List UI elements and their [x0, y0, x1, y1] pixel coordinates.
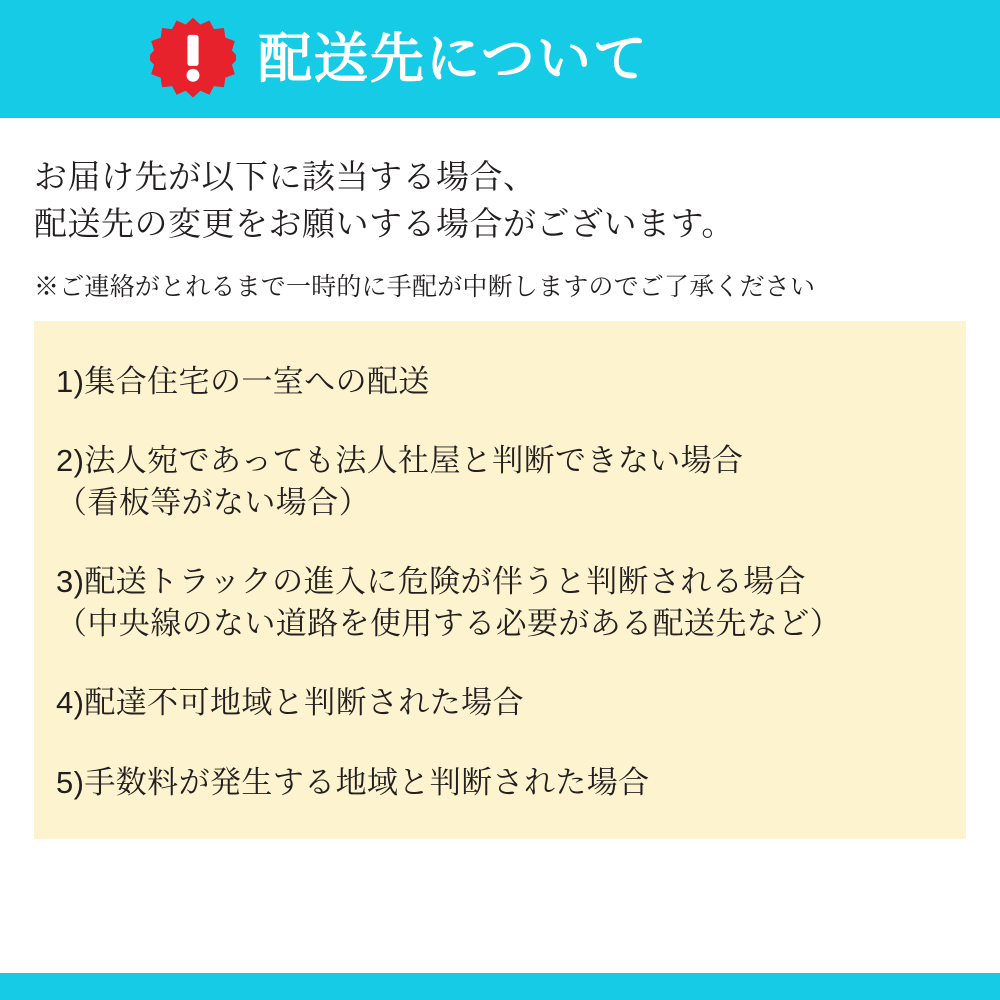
note-text: ※ご連絡がとれるまで一時的に手配が中断しますのでご了承ください	[34, 272, 816, 301]
lead-text	[34, 154, 966, 248]
exclamation-burst-icon	[150, 16, 236, 102]
list-item-line: （看板等がない場合）	[56, 484, 370, 520]
lead-line-1: お届け先が以下に該当する場合、	[34, 158, 537, 195]
content-card	[0, 118, 1000, 973]
lead-line-2: 配送先の変更をお願いする場合がございます。	[34, 204, 735, 242]
list-item	[56, 682, 944, 724]
list-item-line: 5)手数料が発生する地域と判断された場合	[56, 764, 650, 800]
list-item-line: 2)法人宛であっても法人社屋と判断できない場合	[56, 443, 744, 479]
list-item-line: 1)集合住宅の一室への配送	[56, 363, 430, 399]
page-header	[0, 0, 1000, 118]
list-item-line: 3)配送トラックの進入に危険が伴うと判断される場合	[56, 564, 806, 600]
list-item	[56, 561, 944, 644]
list-item	[56, 361, 944, 403]
list-item	[56, 440, 944, 523]
page-title: 配送先について	[258, 29, 649, 89]
conditions-panel	[34, 321, 966, 840]
list-item-line: 4)配達不可地域と判断された場合	[56, 685, 524, 721]
list-item	[56, 762, 944, 804]
list-item-line: （中央線のない道路を使用する必要がある配送先など）	[56, 605, 841, 641]
